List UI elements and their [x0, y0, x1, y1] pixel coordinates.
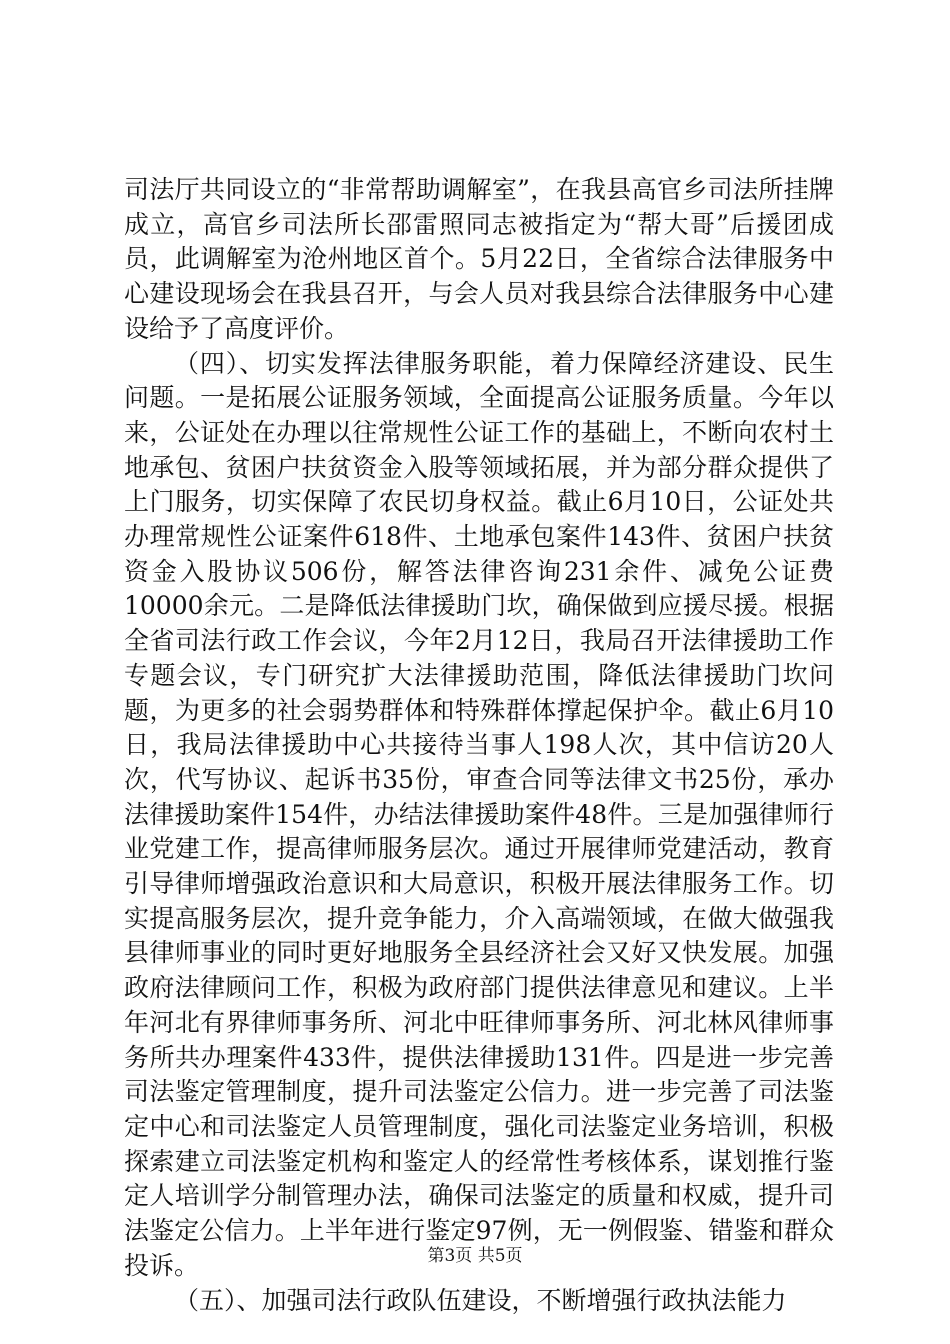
paragraph-section-five-heading: （五）、加强司法行政队伍建设，不断增强行政执法能力: [174, 1285, 787, 1315]
page-number-footer: 第3页 共5页: [427, 1246, 523, 1266]
paragraph-continuation: 司法厅共同设立的“非常帮助调解室”，在我县高官乡司法所挂牌成立，高官乡司法所长邵雷照同志被指定为“帮大哥”后援团成员，此调解室为沧州地区首个。5月22日，全省综合法律服务中心建设现场会在我县召开，与会人员对我县综合法律服务中心建设给予了高度评价。: [124, 175, 834, 343]
paragraph-section-four: （四）、切实发挥法律服务职能，着力保障经济建设、民生问题。一是拓展公证服务领域，全面提高公证服务质量。今年以来，公证处在办理以往常规性公证工作的基础上，不断向农村土地承包、贫困户扶贫资金入股等领域拓展，并为部分群众提供了上门服务，切实保障了农民切身权益。截止6月10日，公证处共办理常规性公证案件618件、土地承包案件143件、贫困户扶贫资金入股协议506份，解答法律咨询231余件、减免公证费10000余元。二是降低法律援助门坎，确保做到应援尽援。根据全省司法行政工作会议，今年2月12日，我局召开法律援助工作专题会议，专门研究扩大法律援助范围，降低法律援助门坎问题，为更多的社会弱势群体和特殊群体撑起保护伞。截止6月10日，我局法律援助中心共接待当事人198人次，其中信访20人次，代写协议、起诉书35份，审查合同等法律文书25份，承办法律援助案件154件，办结法律援助案件48件。三是加强律师行业党建工作，提高律师服务层次。通过开展律师党建活动，教育引导律师增强政治意识和大局意识，积极开展法律服务工作。切实提高服务层次，提升竞争能力，介入高端领域，在做大做强我县律师事业的同时更好地服务全县经济社会又好又快发展。加强政府法律顾问工作，积极为政府部门提供法律意见和建议。上半年河北有界律师事务所、河北中旺律师事务所、河北林风律师事务所共办理案件433件，提供法律援助131件。四是进一步完善司法鉴定管理制度，提升司法鉴定公信力。进一步完善了司法鉴定中心和司法鉴定人员管理制度，强化司法鉴定业务培训，积极探索建立司法鉴定机构和鉴定人的经常性考核体系，谋划推行鉴定人培训学分制管理办法，确保司法鉴定的质量和权威，提升司法鉴定公信力。上半年进行鉴定97例，无一例假鉴、错鉴和群众投诉。: [124, 348, 834, 1280]
document-body: [124, 173, 834, 1318]
